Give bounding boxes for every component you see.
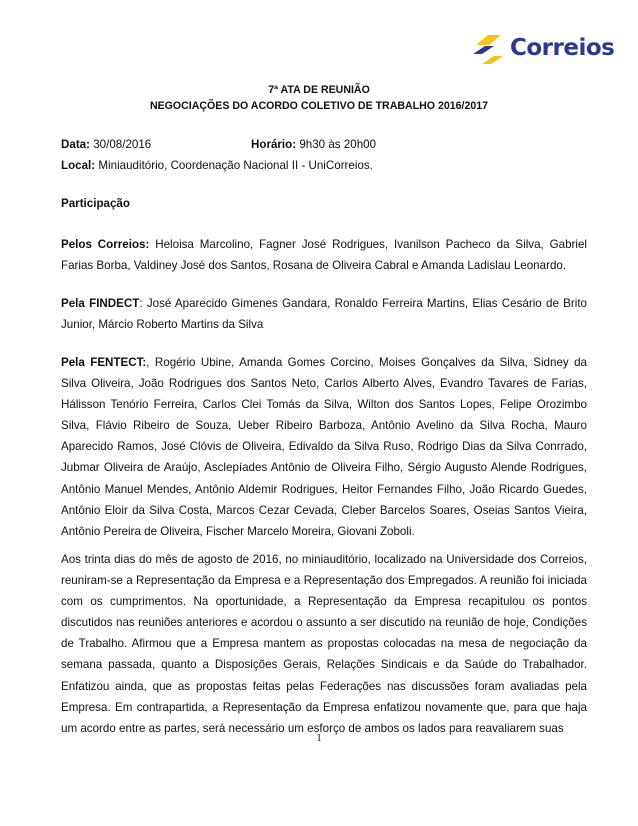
time-label: Horário: — [251, 138, 297, 151]
document-title: 7ª ATA DE REUNIÃO — [268, 84, 370, 96]
time-value: 9h30 às 20h00 — [299, 138, 377, 151]
correios-logo — [470, 34, 615, 66]
local-value: Miniauditório, Coordenação Nacional II - UniCorreios. — [98, 159, 373, 172]
meta-local-row — [61, 159, 373, 173]
correios-logo-icon — [470, 34, 506, 66]
meeting-narrative: Aos trinta dias do mês de agosto de 2016, no miniauditório, localizado na Universidade dos Correios, reuniram-se a Representação da Empresa e a Representação dos Empregados. A reunião foi iniciada com os cumprimentos. Na oportunidade, a Representação da Empresa recapitulou os pontos discutidos nas reuniões anteriores e acordou o assunto a ser discutido na reunião de hoje, Condições de Trabalho. Afirmou que a Empresa mantem as propostas colocadas na mesa de negociação da semana passada, quanto a Disposições Gerais, Relações Sindicais e da Saúde do Trabalhador. Enfatizou ainda, que as propostas feitas pelas Federações nas discussões foram avaliadas pela Empresa. Em contrapartida, a Representação da Empresa enfatizou novamente que, para que haja um acordo entre as partes, será necessário um esforço de ambos os lados para reavaliarem suas — [61, 553, 587, 735]
findect-label: Pela FINDECT — [61, 297, 140, 310]
document-subtitle: NEGOCIAÇÕES DO ACORDO COLETIVO DE TRABALHO 2016/2017 — [149, 100, 489, 112]
meta-date-row — [61, 138, 151, 152]
participants-correios — [61, 234, 587, 276]
date-label: Data: — [61, 138, 90, 151]
fentect-label: Pela FENTECT: — [61, 356, 147, 369]
participants-fentect — [61, 352, 587, 542]
participants-findect — [61, 293, 587, 335]
logo-text: Correios — [510, 35, 615, 61]
correios-label: Pelos Correios: — [61, 238, 150, 251]
meta-time-row — [251, 138, 376, 152]
local-label: Local: — [61, 159, 96, 172]
correios-names: Heloisa Marcolino, Fagner José Rodrigues, Ivanilson Pacheco da Silva, Gabriel Farias Borba, Valdiney José dos Santos, Rosana de Oliveira Cabral e Amanda Ladislau Leonardo. — [61, 238, 587, 273]
date-value: 30/08/2016 — [93, 138, 152, 151]
findect-names: : José Aparecido Gimenes Gandara, Ronaldo Ferreira Martins, Elias Cesário de Brito Junior, Márcio Roberto Martins da Silva — [61, 297, 587, 332]
page-number: 1 — [316, 732, 322, 744]
participation-heading: Participação — [61, 197, 130, 210]
fentect-names: , Rogério Ubine, Amanda Gomes Corcino, Moises Gonçalves da Silva, Sidney da Silva Oliveira, João Rodrigues dos Santos Neto, Carlos Alberto Alves, Evandro Tavares de Farias, Hálisson Tenório Ferreira, Carlos Clei Tomás da Silva, Wilton dos Santos Lopes, Felipe Orozimbo Silva, Flávio Ribeiro de Souza, Ueber Ribeiro Barboza, Antônio Avelino da Silva Rocha, Mauro Aparecido Ramos, José Clóvis de Oliveira, Edivaldo da Silva Ruso, Rodrigo Dias da Silva Conrrado, Jubmar Oliveira de Araújo, Asclepíades Antônio de Oliveira Filho, Sérgio Augusto Alende Rodrigues, Antônio Manuel Mendes, Antônio Aldemir Rodrigues, Heitor Fernandes Filho, João Ricardo Guedes, Antônio Eloir da Silva Costa, Marcos Cezar Cevada, Cleber Barcelos Soares, Oseias Santos Vieira, Antônio Pereira de Oliveira, Fischer Marcelo Moreira, Giovani Zoboli. — [61, 356, 587, 538]
